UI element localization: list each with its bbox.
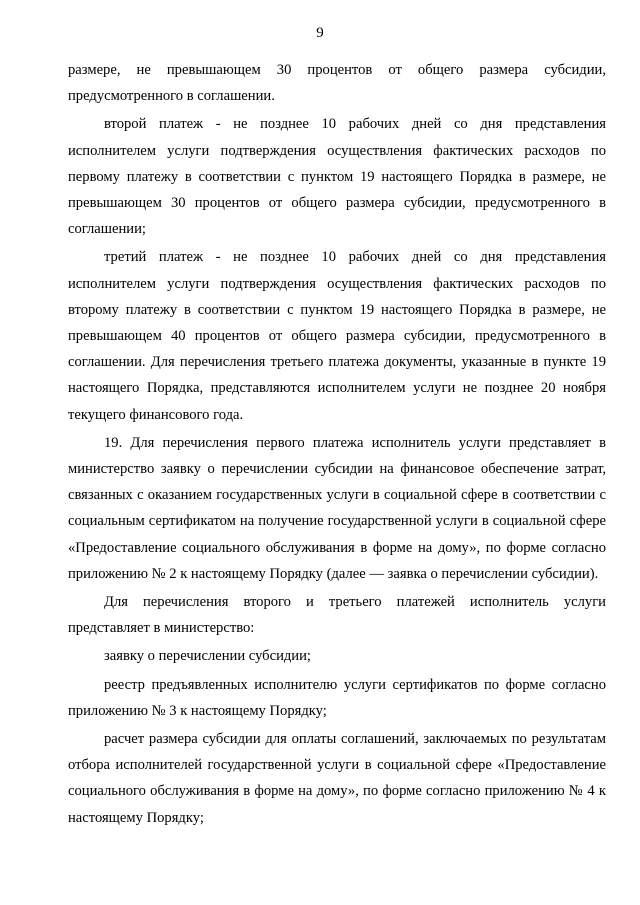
paragraph-item-19: 19. Для перечисления первого платежа исполнитель услуги представляет в министерство заявку о перечислении субсидии на финансовое обеспечение затрат, связанных с оказанием государственных услуги в социальной сфере в соответствии с социальным сертификатом на получение государственной услуги в социальной сфере «Предоставление социального обслуживания в форме на дому», по форме согласно приложению № 2 к настоящему Порядку (далее — заявка о перечислении субсидии).: [68, 434, 606, 582]
paragraph-second-third-documents: Для перечисления второго и третьего платежей исполнитель услуги представляет в министерство:: [68, 594, 606, 637]
page-number: 9: [316, 25, 324, 41]
paragraph-third-payment: третий платеж - не позднее 10 рабочих дней со дня представления исполнителем услуги подтверждения осуществления фактических расходов по второму платежу в соответствии с пунктом 19 настоящего Порядка в размере, не превышающем 40 процентов от общего размера субсидии, предусмотренного в соглашении. Для перечисления третьего платежа документы, указанные в пункте 19 настоящего Порядка, представляются исполнителем услуги не позднее 20 ноября текущего финансового года.: [68, 249, 606, 423]
list-item-subsidy-calculation: расчет размера субсидии для оплаты соглашений, заключаемых по результатам отбора исполнителей государственной услуги в социальной сфере «Предоставление социального обслуживания в форме на дому», по форме согласно приложению № 4 к настоящему Порядку;: [68, 731, 606, 826]
list-item-subsidy-request: заявку о перечислении субсидии;: [104, 648, 311, 665]
document-body: [68, 57, 606, 831]
paragraph-payment-size-continued: размере, не превышающем 30 процентов от общего размера субсидии, предусмотренного в соглашении.: [68, 62, 606, 105]
paragraph-second-payment: второй платеж - не позднее 10 рабочих дней со дня представления исполнителем услуги подтверждения осуществления фактических расходов по первому платежу в соответствии с пунктом 19 настоящего Порядка в размере, не превышающем 30 процентов от общего размера субсидии, предусмотренного в соглашении;: [68, 116, 606, 238]
list-item-certificate-registry: реестр предъявленных исполнителю услуги сертификатов по форме согласно приложению № 3 к настоящему Порядку;: [68, 676, 606, 719]
